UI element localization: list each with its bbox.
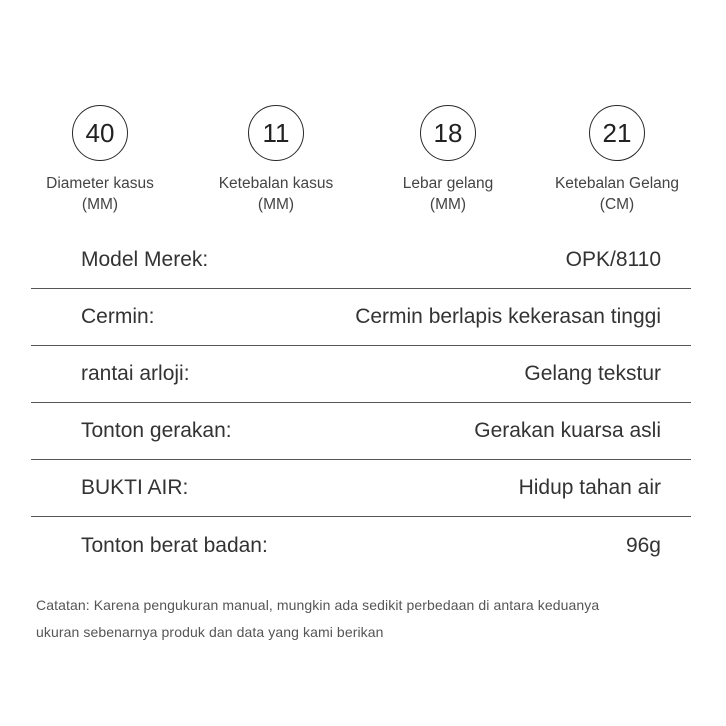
dimension-label: [186, 173, 366, 215]
dimension-case-diameter: [10, 105, 190, 215]
spec-value: Gelang tekstur: [524, 362, 661, 385]
spec-row-watch-chain: [31, 346, 691, 403]
dimension-label-text: Diameter kasus: [46, 175, 154, 192]
dimension-unit: (MM): [81, 196, 119, 213]
note-line-1: Catatan: Karena pengukuran manual, mungkin ada sedikit perbedaan di antara keduanya: [36, 597, 600, 613]
dimension-value: 11: [248, 105, 304, 161]
spec-value: Cermin berlapis kekerasan tinggi: [355, 305, 661, 328]
spec-label: BUKTI AIR:: [81, 476, 189, 499]
dimension-value: 21: [589, 105, 645, 161]
spec-row-brand-model: [31, 232, 691, 289]
dimension-band-width: [358, 105, 538, 215]
spec-table: [31, 232, 691, 574]
spec-row-water-resistance: [31, 460, 691, 517]
spec-value: OPK/8110: [565, 248, 661, 271]
dimension-label-text: Ketebalan kasus: [218, 175, 334, 192]
spec-label: Cermin:: [81, 305, 155, 328]
spec-label: Tonton gerakan:: [81, 419, 232, 442]
spec-row-movement: [31, 403, 691, 460]
note-line-2: ukuran sebenarnya produk dan data yang kami berikan: [36, 624, 384, 640]
spec-row-mirror: [31, 289, 691, 346]
spec-value: Hidup tahan air: [518, 476, 661, 499]
dimension-unit: (MM): [257, 196, 295, 213]
spec-label: rantai arloji:: [81, 362, 190, 385]
dimensions-section: [0, 0, 726, 230]
dimension-label: [358, 173, 538, 215]
dimension-label: [527, 173, 707, 215]
dimension-band-thickness: [527, 105, 707, 215]
dimension-case-thickness: [186, 105, 366, 215]
spec-value: 96g: [625, 533, 661, 557]
measurement-note: [36, 592, 716, 646]
dimension-unit: (CM): [599, 196, 635, 213]
dimension-value: 18: [420, 105, 476, 161]
spec-label: Tonton berat badan:: [81, 533, 268, 557]
dimension-value: 40: [72, 105, 128, 161]
dimension-unit: (MM): [429, 196, 467, 213]
spec-value: Gerakan kuarsa asli: [474, 419, 661, 442]
dimension-label-text: Lebar gelang: [402, 175, 494, 192]
dimension-label: [10, 173, 190, 215]
dimension-label-text: Ketebalan Gelang: [554, 175, 680, 192]
spec-row-weight: [31, 517, 691, 574]
spec-label: Model Merek:: [81, 248, 209, 271]
